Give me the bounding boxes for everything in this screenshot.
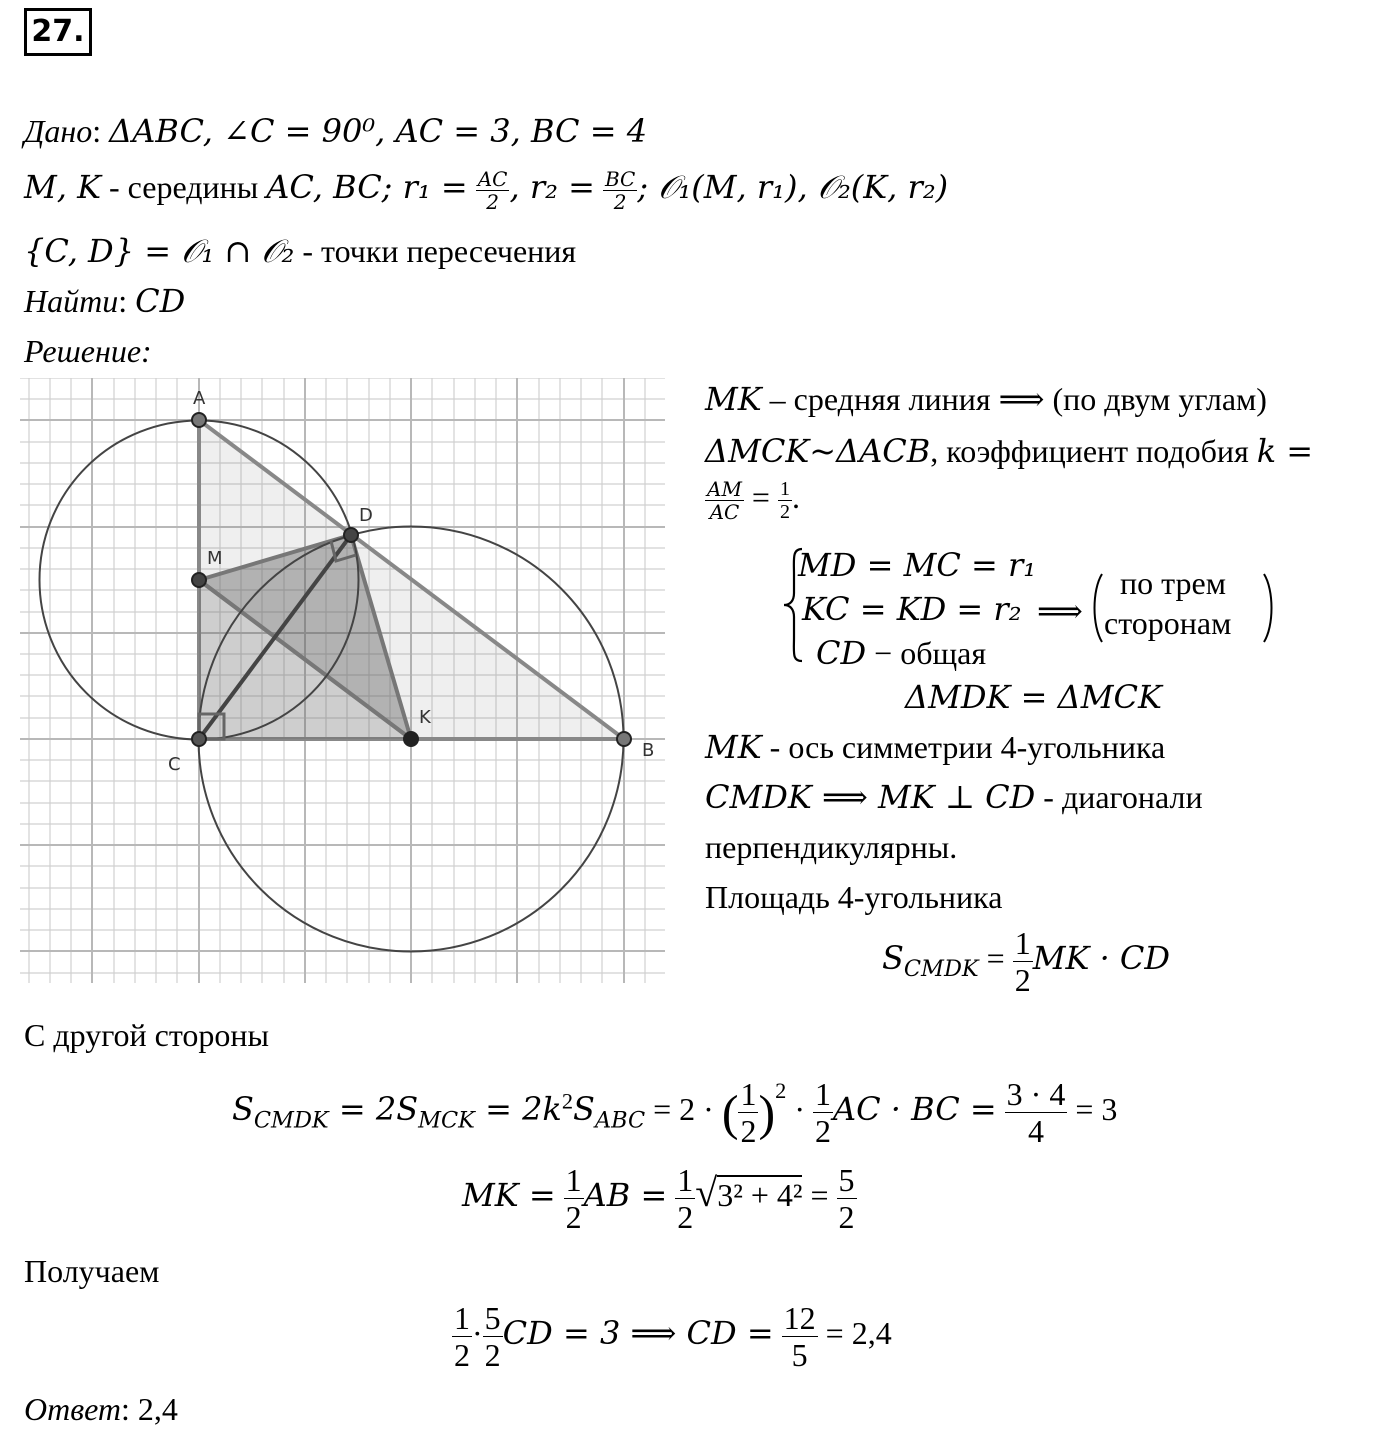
label-d: D xyxy=(359,505,373,526)
given-intersection-text: - точки пересечения xyxy=(294,233,577,269)
point-c xyxy=(192,732,206,746)
obtain-text: Получаем xyxy=(24,1253,160,1289)
formula-cd: $\frac{1}{2}$ · $\frac{5}{2}$ CD = 3 ⟹ CD = $\frac{12}{5}$ = 2,4 xyxy=(454,1300,892,1373)
right-line-3: $\frac{AM}{AC}$ = $\frac{1}{2}$ . xyxy=(707,477,800,525)
find-value: CD xyxy=(135,282,186,320)
given-r2: , r₂ = xyxy=(509,168,595,206)
given-line-2 xyxy=(24,168,948,213)
problem-number: 27. xyxy=(24,8,92,56)
given-mk: M, K xyxy=(24,168,102,206)
point-d xyxy=(344,528,358,542)
given-r1: AC, BC; r₁ = xyxy=(266,168,468,206)
system-eq-3: CD − общая xyxy=(816,634,987,672)
given-midpoints-text: - середины xyxy=(101,169,267,205)
answer-label: Ответ xyxy=(24,1391,121,1427)
point-a xyxy=(192,413,206,427)
given-label: Дано xyxy=(24,113,93,149)
system-eq-2: KC = KD = r₂ xyxy=(802,590,1022,628)
given-line-3 xyxy=(24,232,576,270)
geometry-figure xyxy=(20,378,670,988)
fraction-bc-2: $\frac{BC}{2}$ xyxy=(604,167,636,215)
given-line-1: Дано: ΔABC, ∠C = 90⁰, AC = 3, BC = 4 xyxy=(24,112,648,150)
given-intersection: {C, D} = 𝒪₁ ∩ 𝒪₂ xyxy=(24,232,295,270)
area-formula: $S_{CMDK}$ = $\frac{1}{2}$ MK · CD xyxy=(882,925,1171,998)
find-label: Найти xyxy=(24,283,119,319)
label-k: K xyxy=(419,707,431,728)
triangles-equal: ΔMDK = ΔMCK xyxy=(905,678,1162,716)
fraction-half: $\frac{1}{2}$ xyxy=(1014,925,1031,998)
right-line-6: перпендикулярны. xyxy=(705,829,958,865)
three-sides-line-2: сторонам xyxy=(1104,605,1232,641)
point-k xyxy=(404,732,418,746)
fraction-one-half: $\frac{1}{2}$ xyxy=(779,478,790,524)
right-line-7: Площадь 4-угольника xyxy=(705,879,1003,915)
three-sides-line-1: по трем xyxy=(1120,565,1226,601)
point-m xyxy=(192,573,206,587)
given-triangle: ΔABC, ∠C = 90⁰, AC = 3, BC = 4 xyxy=(109,112,648,150)
label-a: A xyxy=(193,388,206,409)
system-eq-1: MD = MC = r₁ xyxy=(798,546,1037,584)
system-implies: ⟹ xyxy=(1037,593,1083,629)
right-line-1: MK – средняя линия ⟹ (по двум углам) xyxy=(705,380,1267,418)
answer-line: Ответ: 2,4 xyxy=(24,1391,178,1427)
fraction-ac-2: $\frac{AC}{2}$ xyxy=(477,167,508,215)
solution-label: Решение: xyxy=(24,333,152,369)
label-c: C xyxy=(168,754,181,775)
given-circles: ; 𝒪₁(M, r₁), 𝒪₂(K, r₂) xyxy=(637,168,949,206)
three-sides-note xyxy=(1088,565,1278,646)
other-side-text: С другой стороны xyxy=(24,1017,270,1053)
right-line-2: ΔMCK~ΔACB, коэффициент подобия k = xyxy=(705,432,1314,470)
label-b: B xyxy=(642,740,655,761)
answer-value: 2,4 xyxy=(137,1391,178,1427)
point-b xyxy=(617,732,631,746)
fraction-am-ac: $\frac{AM}{AC}$ xyxy=(707,477,742,525)
right-line-5: CMDK ⟹ MK ⊥ CD - диагонали xyxy=(705,778,1203,816)
formula-mk: MK = $\frac{1}{2}$ AB = $\frac{1}{2}$ √3² + 4² = $\frac{5}{2}$ xyxy=(462,1162,855,1235)
right-line-4: MK - ось симметрии 4-угольника xyxy=(705,728,1166,766)
label-m: M xyxy=(207,548,223,569)
formula-area: $S_{CMDK} = 2S_{MCK} = 2k^2S_{ABC} = 2$ · ( $\frac{1}{2}$ )$^2$ · $\frac{1}{2}$ AC · BC = $\frac{3 \cdot 4}{4}$ = 3 xyxy=(232,1076,1118,1150)
find-line: Найти: CD xyxy=(24,282,186,320)
